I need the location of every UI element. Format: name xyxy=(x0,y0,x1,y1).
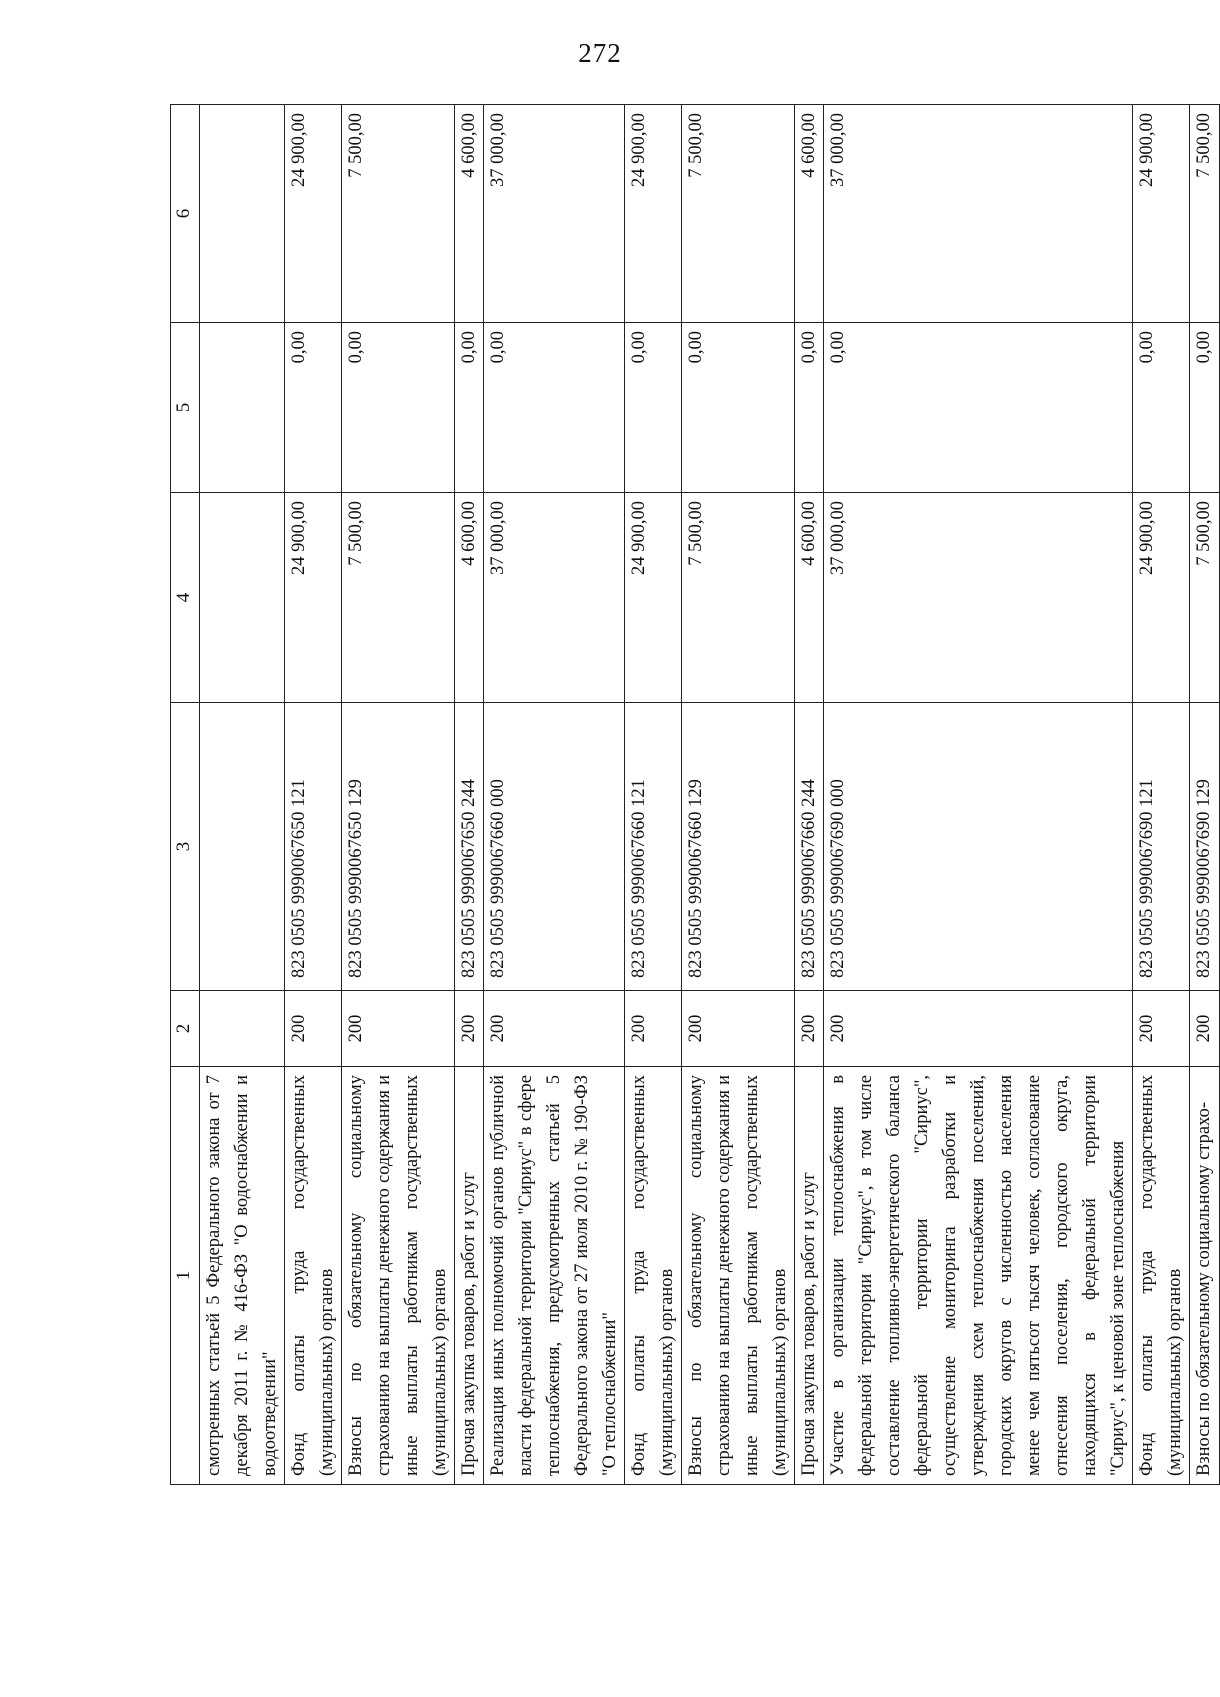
column-header-2: 2 xyxy=(171,991,200,1067)
row-code: 823 0505 9990067660 129 xyxy=(682,703,795,991)
table-row xyxy=(342,105,455,1485)
row-value-6: 24 900,00 xyxy=(1133,105,1190,323)
row-value-4: 7 500,00 xyxy=(342,493,455,703)
row-col2: 200 xyxy=(455,991,484,1067)
row-value-6: 37 000,00 xyxy=(484,105,625,323)
row-code: 823 0505 9990067650 129 xyxy=(342,703,455,991)
row-value-5: 0,00 xyxy=(342,323,455,493)
row-value-4: 4 600,00 xyxy=(795,493,824,703)
row-value-6: 4 600,00 xyxy=(455,105,484,323)
table-row xyxy=(682,105,795,1485)
row-value-5: 0,00 xyxy=(824,323,1133,493)
column-header-5: 5 xyxy=(171,323,200,493)
row-value-4: 37 000,00 xyxy=(484,493,625,703)
row-value-5: 0,00 xyxy=(1133,323,1190,493)
row-value-4: 7 500,00 xyxy=(1190,493,1220,703)
row-description: Фонд оплаты труда государственных (муниципальных) органов xyxy=(285,1067,342,1485)
row-description: Прочая закупка товаров, работ и услуг xyxy=(795,1067,824,1485)
row-col2: 200 xyxy=(1190,991,1220,1067)
row-code: 823 0505 9990067690 121 xyxy=(1133,703,1190,991)
row-col2 xyxy=(200,991,285,1067)
row-col2: 200 xyxy=(682,991,795,1067)
row-code: 823 0505 9990067650 121 xyxy=(285,703,342,991)
table-row xyxy=(625,105,682,1485)
table-header-row xyxy=(171,105,200,1485)
row-code: 823 0505 9990067660 121 xyxy=(625,703,682,991)
row-description: Фонд оплаты труда государственных (муниципальных) органов xyxy=(625,1067,682,1485)
table-row xyxy=(824,105,1133,1485)
row-value-4: 24 900,00 xyxy=(285,493,342,703)
table-row xyxy=(1133,105,1190,1485)
row-value-6: 24 900,00 xyxy=(285,105,342,323)
column-header-1: 1 xyxy=(171,1067,200,1485)
table-row xyxy=(1190,105,1220,1485)
column-header-4: 4 xyxy=(171,493,200,703)
row-code: 823 0505 9990067660 244 xyxy=(795,703,824,991)
row-value-4: 37 000,00 xyxy=(824,493,1133,703)
row-code: 823 0505 9990067660 000 xyxy=(484,703,625,991)
row-value-5: 0,00 xyxy=(285,323,342,493)
row-value-4: 4 600,00 xyxy=(455,493,484,703)
row-value-5: 0,00 xyxy=(455,323,484,493)
row-description: Фонд оплаты труда государственных (муниципальных) органов xyxy=(1133,1067,1190,1485)
row-code: 823 0505 9990067650 244 xyxy=(455,703,484,991)
page-number: 272 xyxy=(578,38,622,68)
row-col2: 200 xyxy=(824,991,1133,1067)
row-value-6: 37 000,00 xyxy=(824,105,1133,323)
row-code xyxy=(200,703,285,991)
row-value-6: 4 600,00 xyxy=(795,105,824,323)
row-description: Взносы по обязательному социальному страхованию на выплаты денежного содержания и иные выплаты работникам государственных (муниципальных) органов xyxy=(342,1067,455,1485)
table-row xyxy=(285,105,342,1485)
row-value-6: 24 900,00 xyxy=(625,105,682,323)
row-col2: 200 xyxy=(342,991,455,1067)
row-value-4 xyxy=(200,493,285,703)
row-description: Реализация иных полномочий органов публичной власти федеральной территории "Сириус" в сфере теплоснабжения, предусмотренных статьей 5 Федерального закона от 27 июля 2010 г. № 190-ФЗ "О теплоснабжении" xyxy=(484,1067,625,1485)
row-description: Взносы по обязательному социальному страхованию на выплаты денежного содержания и иные выплаты работникам государственных (муниципальных) органов xyxy=(682,1067,795,1485)
row-code: 823 0505 9990067690 000 xyxy=(824,703,1133,991)
row-value-5: 0,00 xyxy=(795,323,824,493)
row-col2: 200 xyxy=(625,991,682,1067)
row-description: Взносы по обязательному социальному страхо- xyxy=(1190,1067,1220,1485)
row-value-6: 7 500,00 xyxy=(1190,105,1220,323)
row-value-4: 24 900,00 xyxy=(625,493,682,703)
table-row xyxy=(484,105,625,1485)
row-description: Участие в организации теплоснабжения в федеральной территории "Сириус", в том числе составление топливно-энергетического баланса федеральной территории "Сириус", осуществление мониторинга разработки и утверждения схем теплоснабжения поселений, городских округов с численностью населения менее чем пятьсот тысяч человек, согласование отнесения поселения, городского округа, находящихся в федеральной территории "Сириус", к ценовой зоне теплоснабжения xyxy=(824,1067,1133,1485)
table-row xyxy=(455,105,484,1485)
row-value-4: 24 900,00 xyxy=(1133,493,1190,703)
row-description: Прочая закупка товаров, работ и услуг xyxy=(455,1067,484,1485)
row-value-5: 0,00 xyxy=(1190,323,1220,493)
row-value-5: 0,00 xyxy=(682,323,795,493)
row-value-5: 0,00 xyxy=(625,323,682,493)
column-header-6: 6 xyxy=(171,105,200,323)
row-description: смотренных статьей 5 Федерального закона от 7 декабря 2011 г. № 416-ФЗ "О водоснабжении и водоотведении" xyxy=(200,1067,285,1485)
row-value-5: 0,00 xyxy=(484,323,625,493)
row-col2: 200 xyxy=(285,991,342,1067)
column-header-3: 3 xyxy=(171,703,200,991)
row-value-6: 7 500,00 xyxy=(682,105,795,323)
row-value-6 xyxy=(200,105,285,323)
budget-table xyxy=(170,104,1220,1485)
row-value-5 xyxy=(200,323,285,493)
row-col2: 200 xyxy=(484,991,625,1067)
row-col2: 200 xyxy=(1133,991,1190,1067)
table-row xyxy=(795,105,824,1485)
row-col2: 200 xyxy=(795,991,824,1067)
row-value-6: 7 500,00 xyxy=(342,105,455,323)
table-container xyxy=(170,105,1214,1485)
row-code: 823 0505 9990067690 129 xyxy=(1190,703,1220,991)
row-value-4: 7 500,00 xyxy=(682,493,795,703)
table-row xyxy=(200,105,285,1485)
